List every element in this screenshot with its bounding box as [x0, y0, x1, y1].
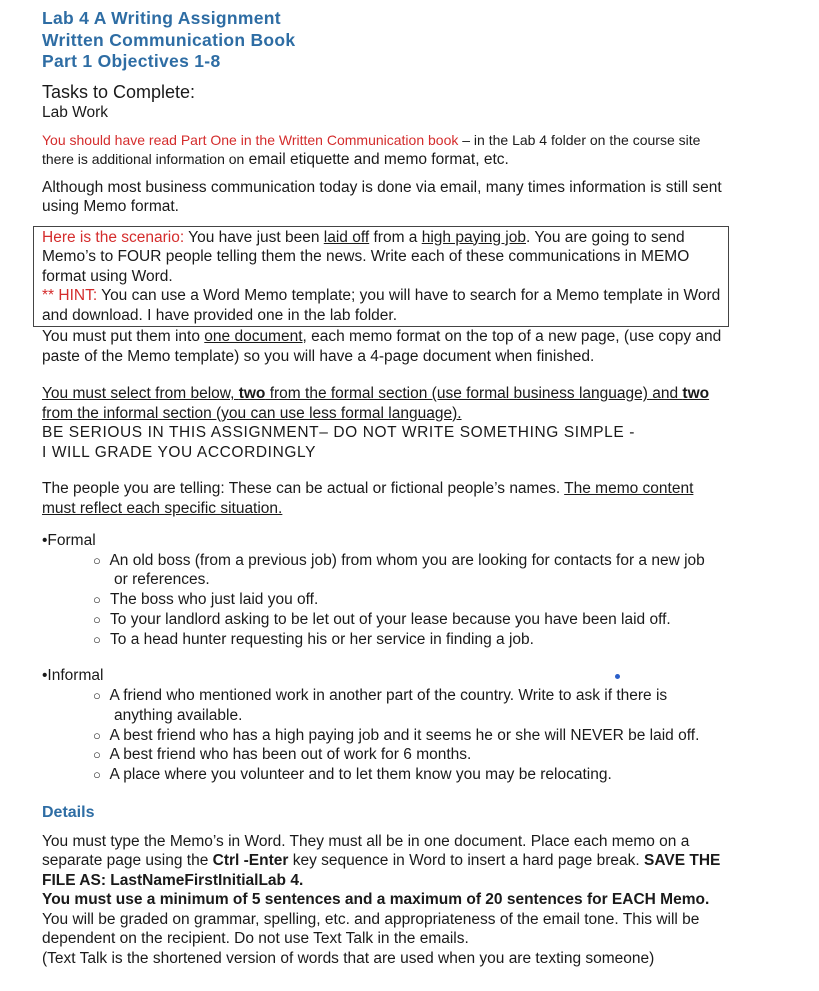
title-line-3: Part 1 Objectives 1-8: [42, 51, 221, 71]
serious-warning-line-2: I WILL GRADE YOU ACCORDINGLY: [42, 443, 317, 461]
list-item: [42, 590, 722, 610]
intro-normal-text: email etiquette and memo format, etc.: [244, 151, 509, 168]
serious-warning-line-1: BE SERIOUS IN THIS ASSIGNMENT– DO NOT WRITE SOMETHING SIMPLE -: [42, 424, 635, 441]
title-line-1: Lab 4 A Writing Assignment: [42, 8, 281, 28]
informal-heading: •Informal: [42, 667, 104, 685]
details-paragraph-1: [42, 832, 722, 891]
lab-work-label: Lab Work: [42, 103, 109, 121]
list-item: [42, 630, 722, 650]
circle-bullet-icon: ○: [93, 747, 101, 763]
list-item-text: To a head hunter requesting his or her service in finding a job.: [110, 630, 534, 648]
hint-text: You can use a Word Memo template; you will have to search for a Memo template in Word and download. I have provided one in the lab folder.: [42, 287, 721, 324]
ctrl-enter-bold: Ctrl -Enter: [212, 852, 289, 870]
list-item: [42, 765, 722, 785]
circle-bullet-icon: ○: [93, 592, 101, 608]
formal-heading: •Formal: [42, 532, 96, 549]
circle-bullet-icon: ○: [93, 687, 101, 703]
scenario-label: Here is the scenario:: [42, 228, 185, 246]
selection-underlined-text: [42, 385, 709, 422]
circle-bullet-icon: ○: [93, 611, 101, 627]
document-header: [42, 8, 722, 73]
select-text: You must select from below,: [42, 385, 239, 402]
scenario-box: [33, 226, 729, 328]
scenario-text: . You are going to send Memo’s to FOUR people telling them the news. Write each of these communications in MEMO format using Word.: [42, 228, 690, 285]
circle-bullet-icon: ○: [93, 552, 101, 568]
selection-instructions: [42, 384, 722, 462]
tasks-heading: Tasks to Complete:: [42, 81, 196, 102]
list-item-text: To your landlord asking to be let out of your lease because you have been laid off.: [110, 610, 671, 628]
memo-content-underline: The memo content must reflect each specific situation.: [42, 480, 694, 517]
high-paying-job-underline: high paying job: [421, 228, 526, 246]
informal-section: [42, 666, 722, 784]
list-item: [42, 551, 722, 591]
although-paragraph: Although most business communication today is done via email, many times information is still sent using Memo format.: [42, 178, 722, 215]
scenario-text: You have just been: [184, 228, 324, 246]
text-talk-paragraph: (Text Talk is the shortened version of words that are used when you are texting someone): [42, 949, 655, 967]
grading-paragraph: You will be graded on grammar, spelling, etc. and appropriateness of the email tone. This will be dependent on the recipient. Do not use Text Talk in the emails.: [42, 910, 700, 948]
list-item-text: An old boss (from a previous job) from whom you are looking for contacts for a new job or references.: [109, 551, 705, 589]
list-item-text: A best friend who has a high paying job and it seems he or she will NEVER be laid off.: [109, 726, 700, 744]
details-heading: Details: [42, 803, 95, 821]
formal-section: [42, 531, 722, 649]
must-put-text: , each memo format on the top of a new page, (use copy and paste of the Memo template) so you will have a 4-page document when finished.: [42, 328, 722, 365]
list-item-text: A friend who mentioned work in another part of the country. Write to ask if there is anything available.: [109, 686, 668, 724]
intro-small-text: – in the Lab 4 folder on the course site there is additional information on: [42, 131, 701, 167]
list-item: [42, 610, 722, 630]
circle-bullet-icon: ○: [93, 767, 101, 783]
details-text: You must type the Memo’s in Word. They must all be in one document. Place each memo on a separate page using the: [42, 832, 690, 870]
list-item: [42, 686, 722, 726]
must-put-text: You must put them into: [42, 328, 205, 345]
details-text: key sequence in Word to insert a hard page break.: [288, 852, 644, 870]
one-document-underline: one document: [204, 328, 303, 345]
list-item: [42, 745, 722, 765]
select-text: from the formal section (use formal business language) and: [265, 385, 683, 402]
circle-bullet-icon: ○: [93, 631, 101, 647]
intro-paragraph: [42, 131, 722, 170]
people-paragraph: [42, 479, 722, 518]
list-item: [42, 726, 722, 746]
select-text: from the informal section (you can use less formal language).: [42, 404, 462, 422]
select-bold-two: two: [238, 385, 266, 402]
title-line-2: Written Communication Book: [42, 29, 296, 50]
people-text: The people you are telling: These can be actual or fictional people’s names.: [42, 480, 565, 497]
list-item-text: A best friend who has been out of work for 6 months.: [109, 746, 472, 764]
list-item-text: The boss who just laid you off.: [110, 591, 319, 609]
hint-label: ** HINT:: [42, 287, 98, 304]
select-bold-two: two: [682, 385, 710, 402]
circle-bullet-icon: ○: [93, 727, 101, 743]
save-file-as-bold: SAVE THE FILE AS: LastNameFirstInitialLab 4.: [42, 852, 721, 889]
cursor-dot-icon: [615, 674, 620, 679]
list-item-text: A place where you volunteer and to let them know you may be relocating.: [109, 766, 612, 784]
document-page: [42, 8, 722, 968]
sentence-limit-paragraph: You must use a minimum of 5 sentences and a maximum of 20 sentences for EACH Memo.: [42, 891, 710, 909]
intro-red-text: You should have read Part One in the Written Communication book: [42, 131, 459, 148]
scenario-text: from a: [369, 228, 422, 246]
laid-off-underline: laid off: [323, 228, 370, 246]
one-document-paragraph: [42, 327, 722, 366]
